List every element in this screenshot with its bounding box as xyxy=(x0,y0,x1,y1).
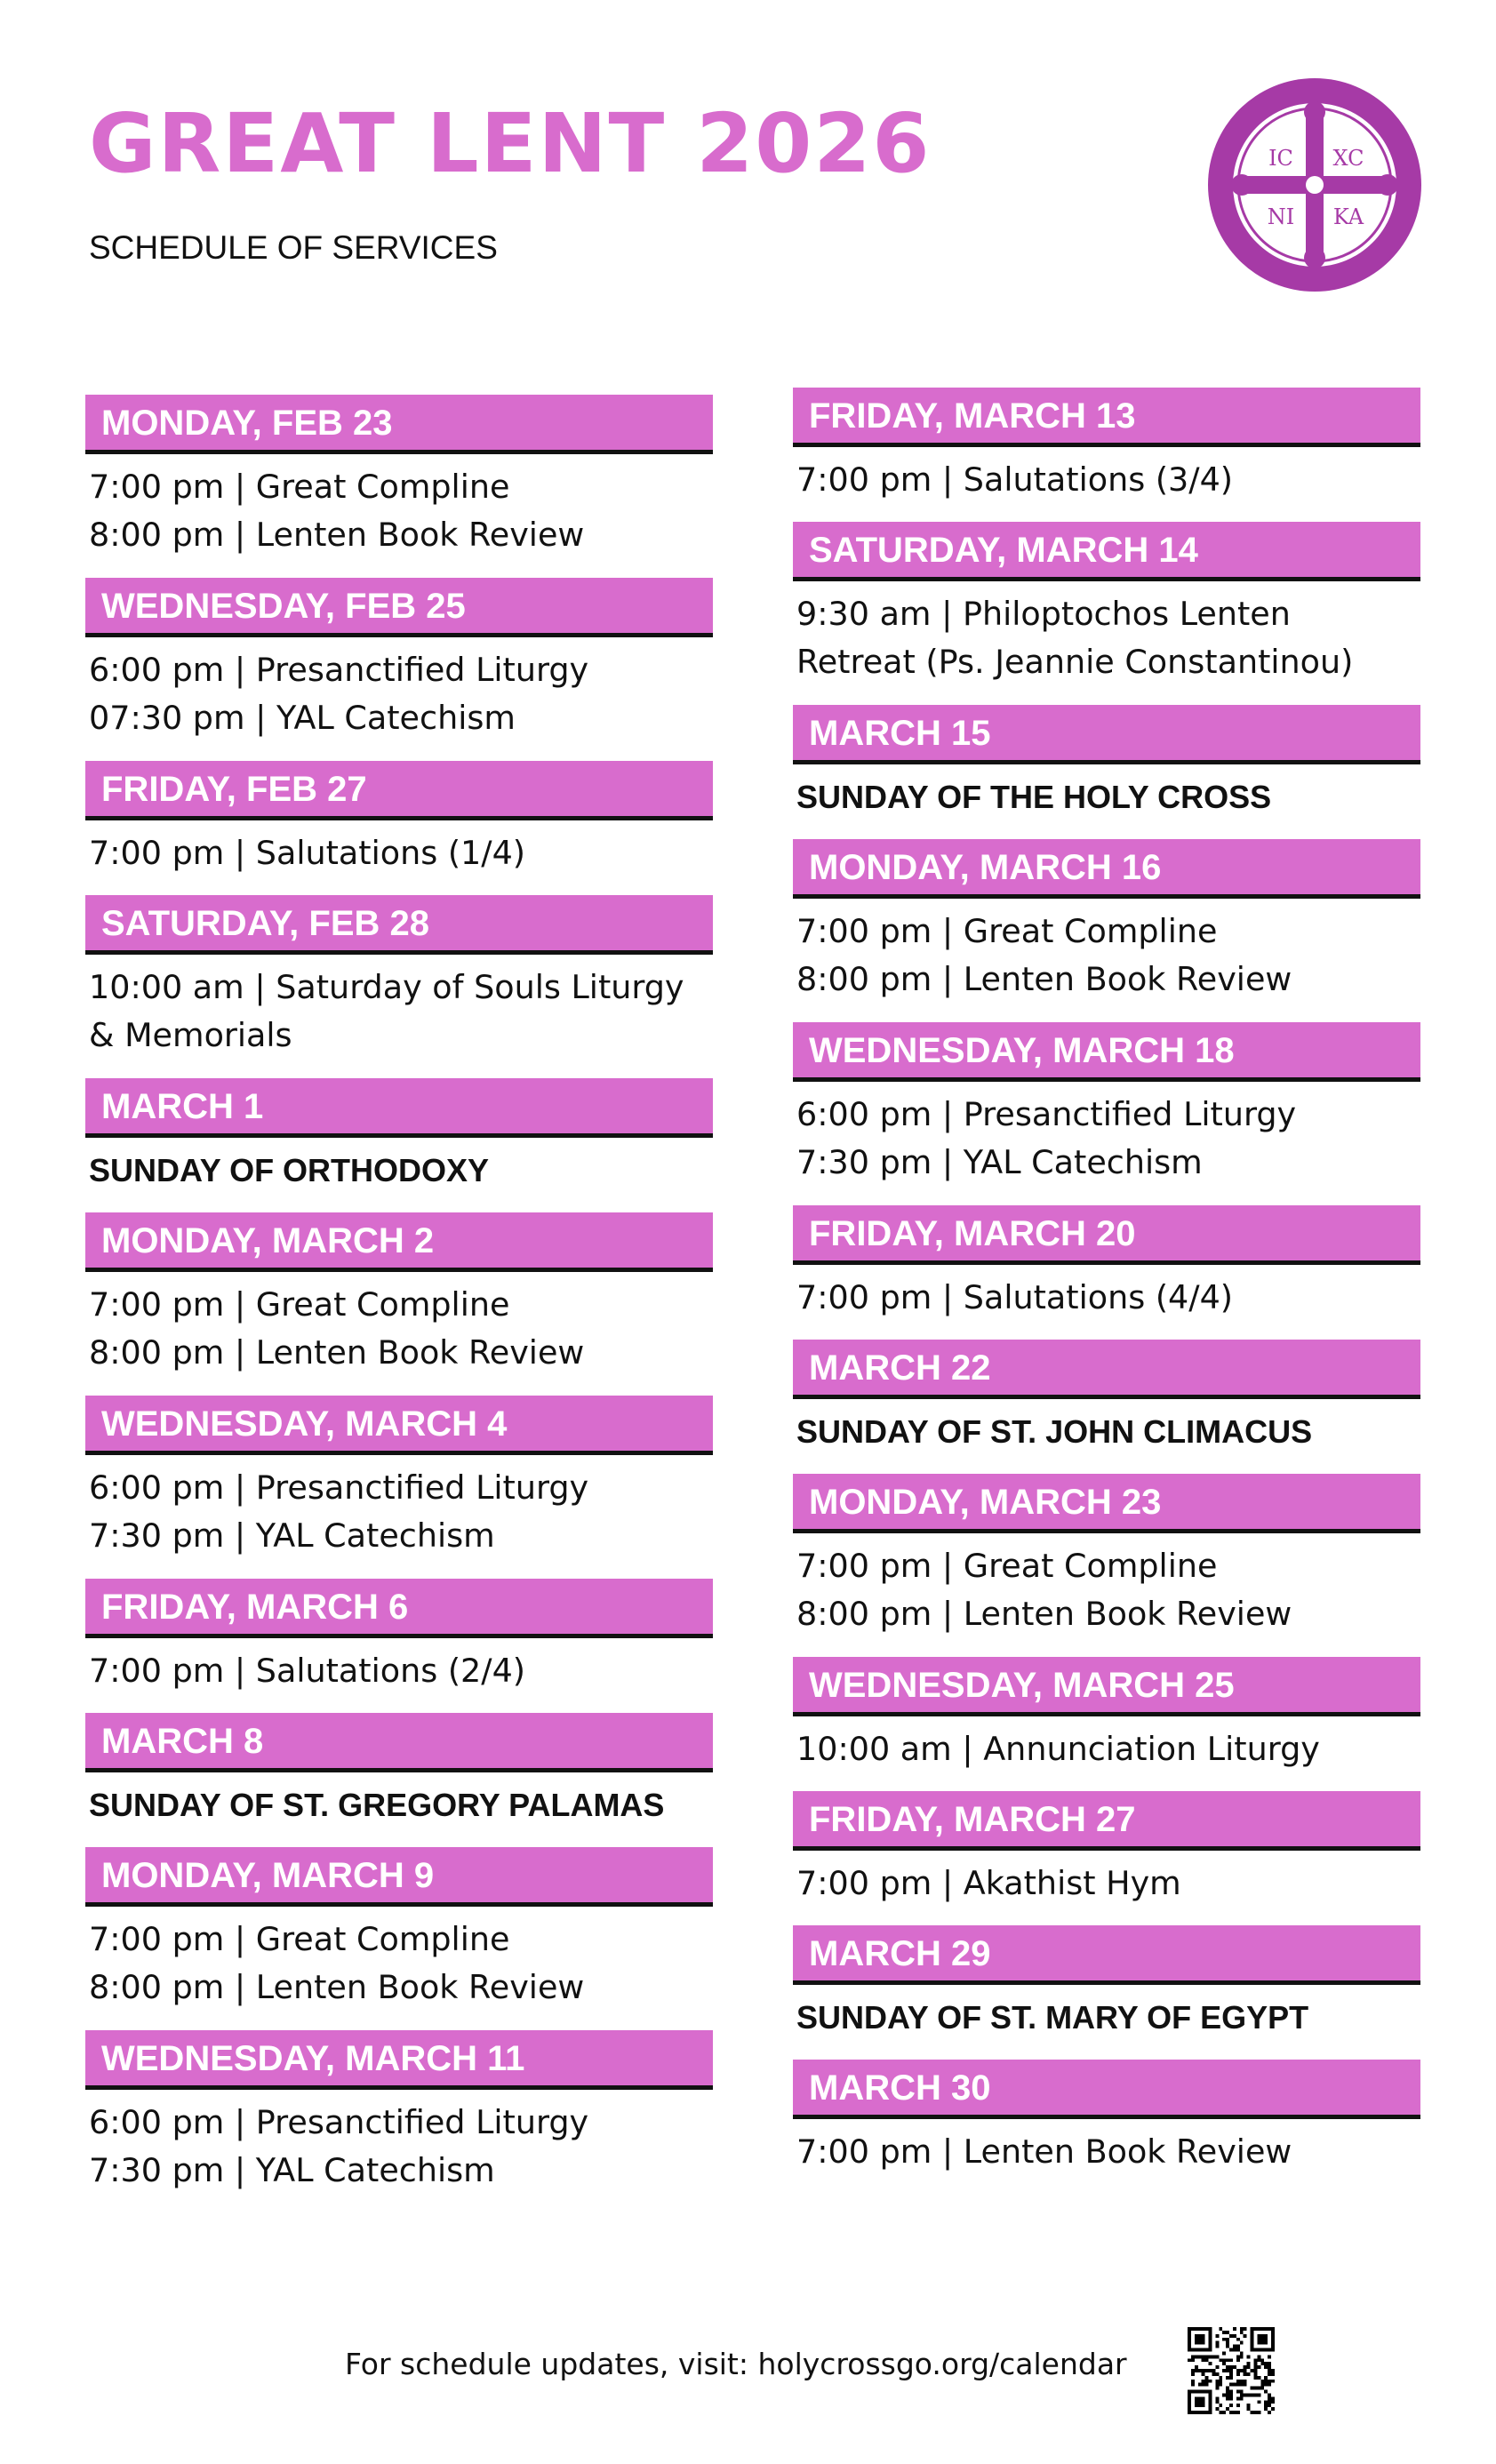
day-block xyxy=(793,839,1420,1004)
feast-title: SUNDAY OF ST. MARY OF EGYPT xyxy=(796,1999,1309,2036)
service-list xyxy=(85,820,713,877)
date-header: FRIDAY, MARCH 27 xyxy=(793,1791,1420,1851)
service-item: 8:00 pm | Lenten Book Review xyxy=(89,1968,585,2006)
seal-text-ic: IC xyxy=(1268,146,1293,171)
service-list xyxy=(793,581,1420,686)
service-list xyxy=(85,454,713,559)
feast-title: SUNDAY OF THE HOLY CROSS xyxy=(796,779,1272,815)
date-header: SATURDAY, MARCH 14 xyxy=(793,522,1420,581)
date-header: MONDAY, MARCH 23 xyxy=(793,1474,1420,1533)
service-list xyxy=(793,447,1420,504)
service-list xyxy=(793,1399,1420,1456)
service-item: Retreat (Ps. Jeannie Constantinou) xyxy=(796,643,1354,681)
day-block xyxy=(85,2030,713,2195)
page-subtitle: SCHEDULE OF SERVICES xyxy=(89,229,498,266)
date-header: WEDNESDAY, MARCH 25 xyxy=(793,1657,1420,1716)
day-block xyxy=(793,1791,1420,1908)
seal-text-ni: NI xyxy=(1267,204,1295,229)
date-header: SATURDAY, FEB 28 xyxy=(85,895,713,955)
date-header: MONDAY, FEB 23 xyxy=(85,395,713,454)
service-item: & Memorials xyxy=(89,1016,292,1054)
day-block xyxy=(793,522,1420,686)
service-list xyxy=(85,955,713,1060)
service-list xyxy=(85,1772,713,1829)
service-list xyxy=(793,1082,1420,1187)
parish-seal-icon xyxy=(1206,76,1423,293)
day-block xyxy=(85,1579,713,1695)
service-list xyxy=(793,1851,1420,1908)
service-item: 6:00 pm | Presanctified Liturgy xyxy=(796,1095,1297,1133)
day-block xyxy=(85,1396,713,1560)
date-header: FRIDAY, FEB 27 xyxy=(85,761,713,820)
service-item: 7:30 pm | YAL Catechism xyxy=(796,1143,1203,1181)
date-header: WEDNESDAY, MARCH 18 xyxy=(793,1022,1420,1082)
date-header: MONDAY, MARCH 16 xyxy=(793,839,1420,899)
day-block xyxy=(85,578,713,742)
service-item: 07:30 pm | YAL Catechism xyxy=(89,699,516,737)
service-item: 7:00 pm | Great Compline xyxy=(89,1920,510,1958)
service-item: 9:30 am | Philoptochos Lenten xyxy=(796,595,1291,633)
feast-title: SUNDAY OF ST. GREGORY PALAMAS xyxy=(89,1787,665,1823)
date-header: WEDNESDAY, FEB 25 xyxy=(85,578,713,637)
service-list xyxy=(85,2090,713,2195)
service-list xyxy=(793,1265,1420,1322)
service-list xyxy=(85,1272,713,1377)
day-block xyxy=(793,1340,1420,1456)
service-item: 8:00 pm | Lenten Book Review xyxy=(796,1595,1292,1633)
day-block xyxy=(85,761,713,877)
day-block xyxy=(793,1474,1420,1638)
service-item: 7:30 pm | YAL Catechism xyxy=(89,2151,495,2189)
date-header: MARCH 8 xyxy=(85,1713,713,1772)
date-header: MONDAY, MARCH 9 xyxy=(85,1847,713,1907)
date-header: WEDNESDAY, MARCH 11 xyxy=(85,2030,713,2090)
date-header: FRIDAY, MARCH 20 xyxy=(793,1205,1420,1265)
seal-text-xc: XC xyxy=(1332,146,1364,171)
date-header: MONDAY, MARCH 2 xyxy=(85,1212,713,1272)
service-item: 7:00 pm | Great Compline xyxy=(796,1547,1218,1585)
day-block xyxy=(793,388,1420,504)
date-header: FRIDAY, MARCH 6 xyxy=(85,1579,713,1638)
qr-code-icon xyxy=(1188,2327,1275,2414)
service-item: 8:00 pm | Lenten Book Review xyxy=(796,960,1292,998)
service-item: 6:00 pm | Presanctified Liturgy xyxy=(89,651,589,689)
service-list xyxy=(85,1455,713,1560)
day-block xyxy=(793,2060,1420,2176)
service-item: 7:00 pm | Great Compline xyxy=(89,468,510,506)
day-block xyxy=(793,705,1420,821)
date-header: MARCH 1 xyxy=(85,1078,713,1138)
day-block xyxy=(85,1078,713,1195)
seal-text-ka: KA xyxy=(1332,204,1364,229)
service-item: 7:00 pm | Salutations (2/4) xyxy=(89,1652,526,1690)
service-item: 7:00 pm | Great Compline xyxy=(89,1285,510,1324)
date-header: WEDNESDAY, MARCH 4 xyxy=(85,1396,713,1455)
day-block xyxy=(793,1205,1420,1322)
service-list xyxy=(793,2119,1420,2176)
service-list xyxy=(85,1138,713,1195)
service-list xyxy=(85,1907,713,2012)
service-item: 10:00 am | Saturday of Souls Liturgy xyxy=(89,968,684,1006)
service-item: 6:00 pm | Presanctified Liturgy xyxy=(89,2103,589,2141)
page-title: GREAT LENT 2026 xyxy=(89,96,932,191)
day-block xyxy=(793,1925,1420,2042)
service-item: 7:00 pm | Salutations (1/4) xyxy=(89,834,526,872)
service-list xyxy=(85,637,713,742)
date-header: MARCH 15 xyxy=(793,705,1420,764)
date-header: MARCH 29 xyxy=(793,1925,1420,1985)
day-block xyxy=(85,1847,713,2012)
date-header: MARCH 22 xyxy=(793,1340,1420,1399)
service-item: 8:00 pm | Lenten Book Review xyxy=(89,1333,585,1372)
service-item: 7:00 pm | Salutations (3/4) xyxy=(796,460,1234,499)
day-block xyxy=(85,395,713,559)
service-item: 6:00 pm | Presanctified Liturgy xyxy=(89,1468,589,1507)
date-header: MARCH 30 xyxy=(793,2060,1420,2119)
service-list xyxy=(793,1985,1420,2042)
service-item: 7:30 pm | YAL Catechism xyxy=(89,1516,495,1555)
service-list xyxy=(793,899,1420,1004)
footer-note: For schedule updates, visit: holycrossgo.org/calendar xyxy=(345,2347,1127,2381)
date-header: FRIDAY, MARCH 13 xyxy=(793,388,1420,447)
day-block xyxy=(85,895,713,1060)
service-list xyxy=(793,1533,1420,1638)
day-block xyxy=(85,1212,713,1377)
feast-title: SUNDAY OF ORTHODOXY xyxy=(89,1152,490,1188)
service-list xyxy=(793,764,1420,821)
service-item: 7:00 pm | Great Compline xyxy=(796,912,1218,950)
service-item: 7:00 pm | Salutations (4/4) xyxy=(796,1278,1234,1316)
feast-title: SUNDAY OF ST. JOHN CLIMACUS xyxy=(796,1413,1313,1450)
day-block xyxy=(85,1713,713,1829)
service-item: 7:00 pm | Lenten Book Review xyxy=(796,2132,1292,2171)
service-list xyxy=(793,1716,1420,1773)
day-block xyxy=(793,1657,1420,1773)
service-item: 7:00 pm | Akathist Hym xyxy=(796,1864,1181,1902)
service-item: 10:00 am | Annunciation Liturgy xyxy=(796,1730,1320,1768)
service-item: 8:00 pm | Lenten Book Review xyxy=(89,516,585,554)
service-list xyxy=(85,1638,713,1695)
day-block xyxy=(793,1022,1420,1187)
